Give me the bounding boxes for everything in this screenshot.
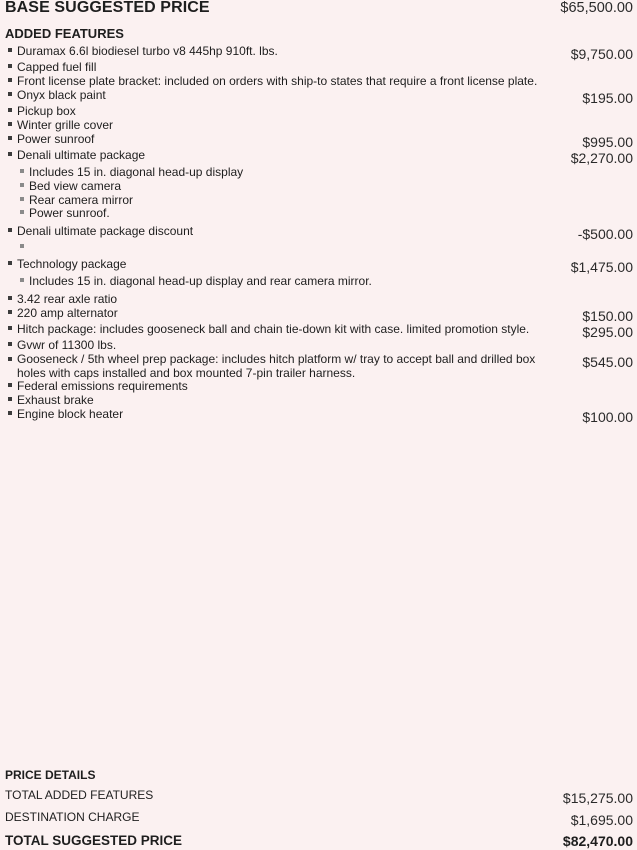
feature-label: Includes 15 in. diagonal head-up display and rear camera mirror. [29, 274, 372, 288]
total-added-features-price: $15,275.00 [562, 790, 633, 806]
feature-label: Pickup box [17, 104, 76, 118]
bullet-icon [20, 278, 24, 282]
added-features-heading: ADDED FEATURES [5, 26, 124, 41]
feature-label: Includes 15 in. diagonal head-up display [29, 165, 244, 179]
feature-item [8, 74, 537, 88]
feature-item [8, 148, 145, 162]
bullet-icon [8, 357, 12, 361]
sub-feature-item [20, 274, 372, 288]
feature-label: 3.42 rear axle ratio [17, 292, 118, 306]
bullet-icon [8, 261, 12, 265]
feature-item [8, 379, 188, 393]
bullet-icon [8, 296, 12, 300]
feature-label: Gvwr of 11300 lbs. [17, 338, 117, 352]
bullet-icon [20, 197, 24, 201]
price-details-heading: PRICE DETAILS [5, 768, 96, 782]
feature-item [8, 393, 94, 407]
feature-price: $995.00 [582, 134, 633, 150]
feature-label: Exhaust brake [17, 393, 94, 407]
destination-charge-price: $1,695.00 [570, 812, 633, 828]
feature-item [8, 224, 193, 238]
sub-feature-item [20, 206, 110, 220]
feature-item [8, 104, 76, 118]
feature-label: Denali ultimate package [17, 148, 146, 162]
bullet-icon [8, 64, 12, 68]
sub-feature-item [20, 179, 121, 193]
bullet-icon [8, 108, 12, 112]
feature-item [8, 352, 553, 380]
bullet-icon [8, 342, 12, 346]
total-suggested-price-value: $82,470.00 [562, 833, 633, 849]
feature-label: Front license plate bracket: included on orders with ship-to states that require a front license plate. [17, 74, 538, 88]
bullet-icon [8, 310, 12, 314]
bullet-icon [8, 397, 12, 401]
sub-feature-item [20, 193, 133, 207]
feature-label: Gooseneck / 5th wheel prep package: includes hitch platform w/ tray to accept ball and drilled box holes with caps installed and box mounted 7-pin trailer harness. [17, 352, 536, 380]
sub-feature-item [20, 240, 29, 254]
feature-label: Power sunroof [17, 132, 95, 146]
bullet-icon [8, 122, 12, 126]
bullet-icon [8, 136, 12, 140]
feature-item [8, 407, 123, 421]
feature-label: 220 amp alternator [17, 306, 118, 320]
feature-price: $150.00 [582, 308, 633, 324]
feature-label: Federal emissions requirements [17, 379, 188, 393]
feature-label: Power sunroof. [29, 206, 110, 220]
feature-item [8, 132, 94, 146]
feature-price: $1,475.00 [570, 259, 633, 275]
sub-feature-item [20, 165, 243, 179]
bullet-icon [20, 244, 24, 248]
feature-label: Bed view camera [29, 179, 122, 193]
bullet-icon [8, 152, 12, 156]
feature-item [8, 60, 96, 74]
feature-label: Duramax 6.6l biodiesel turbo v8 445hp 910ft. lbs. [17, 44, 278, 58]
feature-price: $295.00 [582, 324, 633, 340]
feature-item [8, 118, 113, 132]
bullet-icon [20, 210, 24, 214]
bullet-icon [8, 383, 12, 387]
feature-item [8, 88, 106, 102]
feature-price: -$500.00 [577, 226, 633, 242]
feature-price: $2,270.00 [570, 150, 633, 166]
bullet-icon [8, 48, 12, 52]
total-suggested-price-label: TOTAL SUGGESTED PRICE [5, 833, 183, 848]
base-price-label: BASE SUGGESTED PRICE [5, 0, 210, 16]
feature-label: Denali ultimate package discount [17, 224, 194, 238]
bullet-icon [20, 169, 24, 173]
feature-price: $545.00 [582, 354, 633, 370]
feature-item [8, 44, 278, 58]
feature-item [8, 306, 118, 320]
bullet-icon [20, 183, 24, 187]
feature-label: Onyx black paint [17, 88, 106, 102]
bullet-icon [8, 92, 12, 96]
total-added-features-label: TOTAL ADDED FEATURES [5, 788, 154, 802]
bullet-icon [8, 326, 12, 330]
feature-label: Winter grille cover [17, 118, 114, 132]
feature-label: Rear camera mirror [29, 193, 134, 207]
feature-label: Capped fuel fill [17, 60, 97, 74]
feature-label: Hitch package: includes gooseneck ball and chain tie-down kit with case. limited promotion style. [17, 322, 530, 336]
base-price-value: $65,500.00 [560, 0, 633, 16]
feature-label: Technology package [17, 257, 127, 271]
feature-price: $9,750.00 [570, 46, 633, 62]
feature-item [8, 257, 126, 271]
feature-price: $195.00 [582, 90, 633, 106]
feature-item [8, 338, 116, 352]
feature-item [8, 292, 117, 306]
bullet-icon [8, 78, 12, 82]
feature-label: Engine block heater [17, 407, 124, 421]
destination-charge-label: DESTINATION CHARGE [5, 810, 140, 824]
feature-item [8, 322, 529, 336]
feature-price: $100.00 [582, 409, 633, 425]
bullet-icon [8, 411, 12, 415]
bullet-icon [8, 228, 12, 232]
